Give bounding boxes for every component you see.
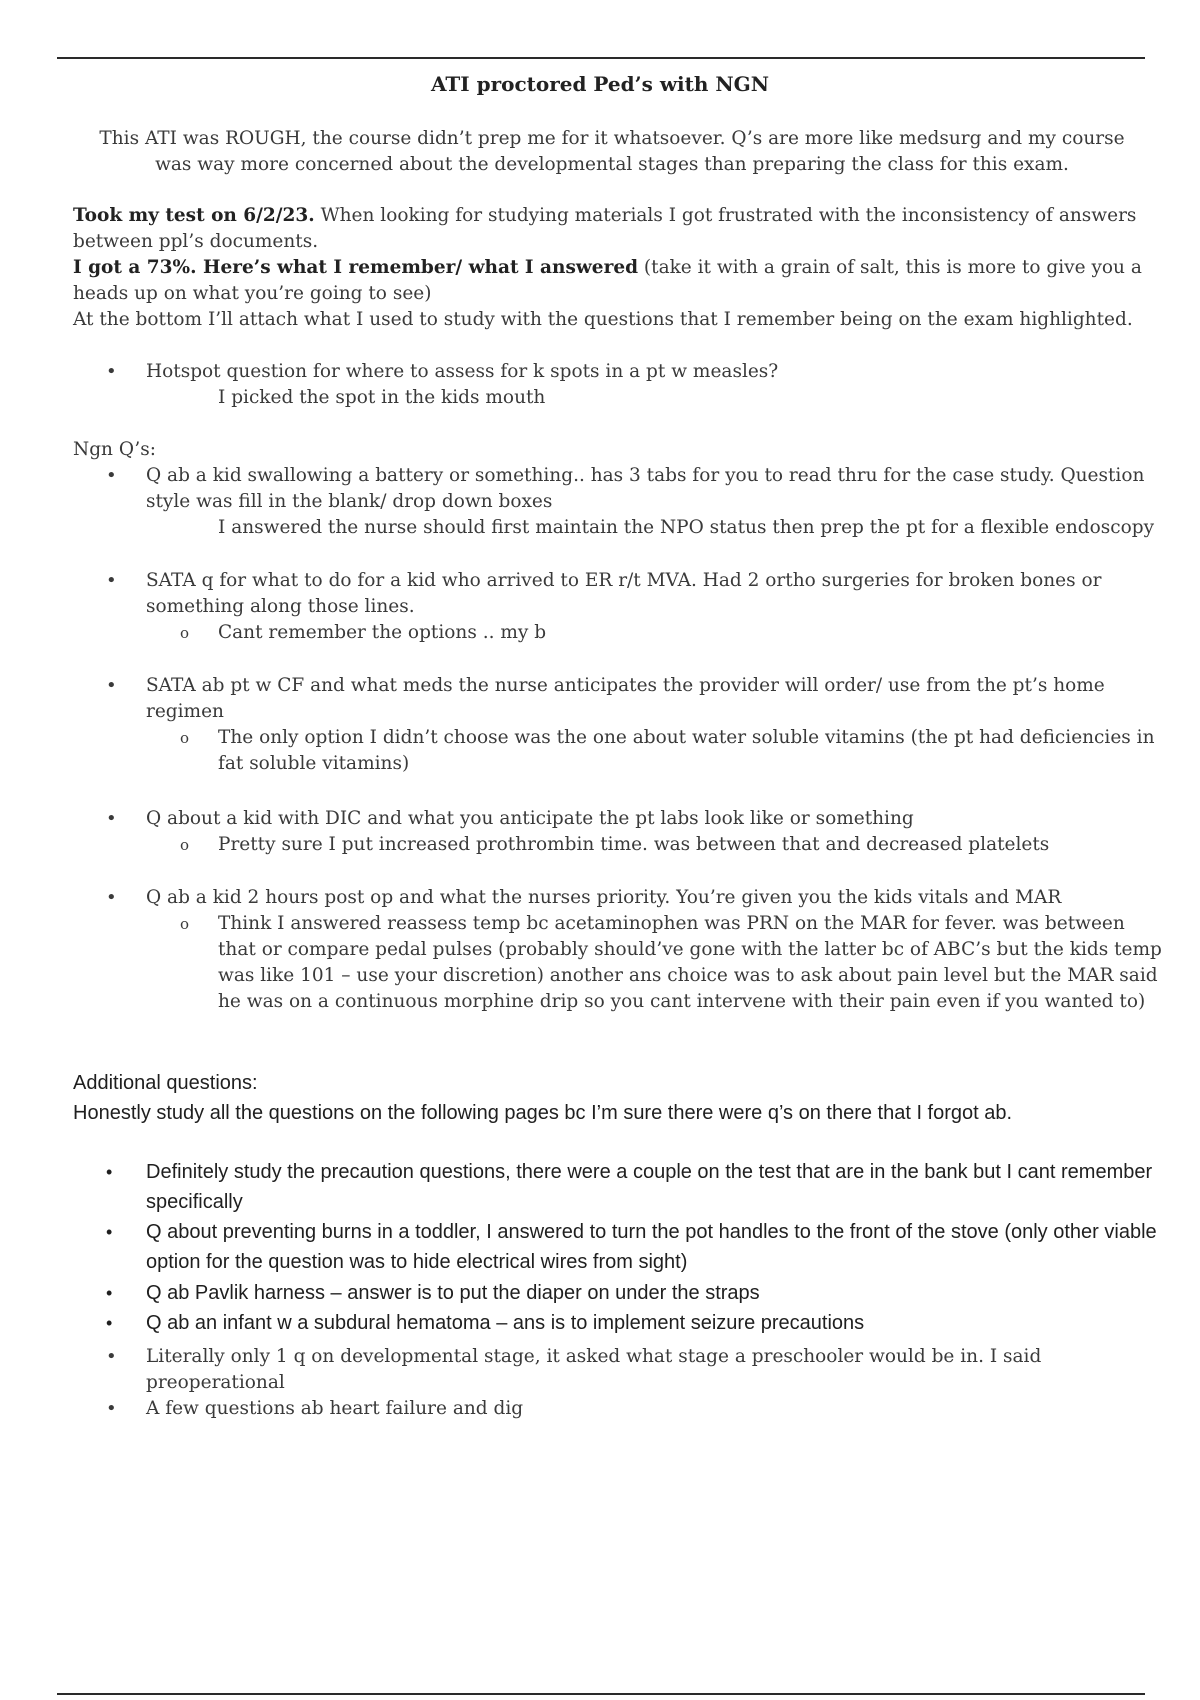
bullet: • <box>106 1222 113 1242</box>
test-date-bold: Took my test on 6/2/23. <box>73 205 315 226</box>
additional-text: Q ab an infant w a subdural hematoma – ans is to implement seizure precautions <box>146 1312 865 1334</box>
question-text: Hotspot question for where to assess for k spots in a pt w measles? <box>146 361 779 382</box>
bullet: • <box>106 361 117 382</box>
sub-bullet: o <box>180 836 190 854</box>
additional-intro: Honestly study all the questions on the following pages bc I’m sure there were q’s on there that I forgot ab. <box>73 1102 1013 1124</box>
document-title: ATI proctored Ped’s with NGN <box>430 72 770 96</box>
answer-text: I answered the nurse should first maintain the NPO status then prep the pt for a flexible endoscopy <box>218 517 1155 538</box>
question-text: SATA ab pt w CF and what meds the nurse anticipates the provider will order/ use from the pt’s home regimen <box>146 675 1105 722</box>
bullet: • <box>106 887 117 908</box>
bottom-rule <box>57 1693 1145 1695</box>
bullet: • <box>106 808 117 829</box>
score-rest: (take it with a grain of salt, this is more to give you a heads up on what you’re going to see) <box>73 257 1142 304</box>
additional-text: A few questions ab heart failure and dig <box>146 1398 524 1419</box>
bullet: • <box>106 1346 117 1367</box>
ngn-label: Ngn Q’s: <box>73 439 156 460</box>
bullet: • <box>106 465 117 486</box>
score-paragraph <box>73 255 1153 307</box>
answer-text: The only option I didn’t choose was the one about water soluble vitamins (the pt had deficiencies in fat soluble vitamins) <box>218 727 1155 774</box>
question-text: Q ab a kid 2 hours post op and what the nurses priority. You’re given you the kids vitals and MAR <box>146 887 1062 908</box>
question-text: Q ab a kid swallowing a battery or something.. has 3 tabs for you to read thru for the case study. Question style was fill in the blank/ drop down boxes <box>146 465 1145 512</box>
answer-text: Think I answered reassess temp bc acetaminophen was PRN on the MAR for fever. was between that or compare pedal pulses (probably should’ve gone with the latter bc of ABC’s but the kids temp was like 101 – use your discretion) another ans choice was to ask about pain level but the MAR said he was on a continuous morphine drip so you cant intervene with their pain even if you wanted to) <box>218 913 1162 1012</box>
attachment-note: At the bottom I’ll attach what I used to study with the questions that I remember being on the exam highlighted. <box>73 309 1133 330</box>
bullet: • <box>106 1313 113 1333</box>
answer-text: I picked the spot in the kids mouth <box>218 387 546 408</box>
additional-label: Additional questions: <box>73 1072 258 1094</box>
question-text: Q about a kid with DIC and what you anticipate the pt labs look like or something <box>146 808 914 829</box>
question-text: SATA q for what to do for a kid who arrived to ER r/t MVA. Had 2 ortho surgeries for broken bones or something along those lines. <box>146 570 1102 617</box>
bullet: • <box>106 1398 117 1419</box>
bullet: • <box>106 675 117 696</box>
score-bold: I got a 73%. Here’s what I remember/ what I answered <box>73 257 639 278</box>
sub-bullet: o <box>180 915 190 933</box>
bullet: • <box>106 570 117 591</box>
additional-text: Q ab Pavlik harness – answer is to put the diaper on under the straps <box>146 1282 760 1304</box>
test-date-paragraph <box>73 203 1153 255</box>
answer-text: Cant remember the options .. my b <box>218 622 547 643</box>
intro-paragraph: This ATI was ROUGH, the course didn’t prep me for it whatsoever. Q’s are more like medsurg and my course was way more concerned about the developmental stages than preparing the class for this exam. <box>99 128 1125 175</box>
additional-text: Q about preventing burns in a toddler, I answered to turn the pot handles to the front of the stove (only other viable option for the question was to hide electrical wires from sight) <box>146 1221 1157 1273</box>
answer-text: Pretty sure I put increased prothrombin time. was between that and decreased platelets <box>218 834 1050 855</box>
test-date-rest: When looking for studying materials I got frustrated with the inconsistency of answers between ppl’s documents. <box>73 205 1137 252</box>
bullet: • <box>106 1283 113 1303</box>
top-rule <box>57 57 1145 59</box>
additional-text: Definitely study the precaution questions, there were a couple on the test that are in the bank but I cant remember specifically <box>146 1161 1153 1213</box>
bullet: • <box>106 1162 113 1182</box>
additional-text: Literally only 1 q on developmental stage, it asked what stage a preschooler would be in. I said preoperational <box>146 1346 1042 1393</box>
sub-bullet: o <box>180 729 190 747</box>
sub-bullet: o <box>180 624 190 642</box>
